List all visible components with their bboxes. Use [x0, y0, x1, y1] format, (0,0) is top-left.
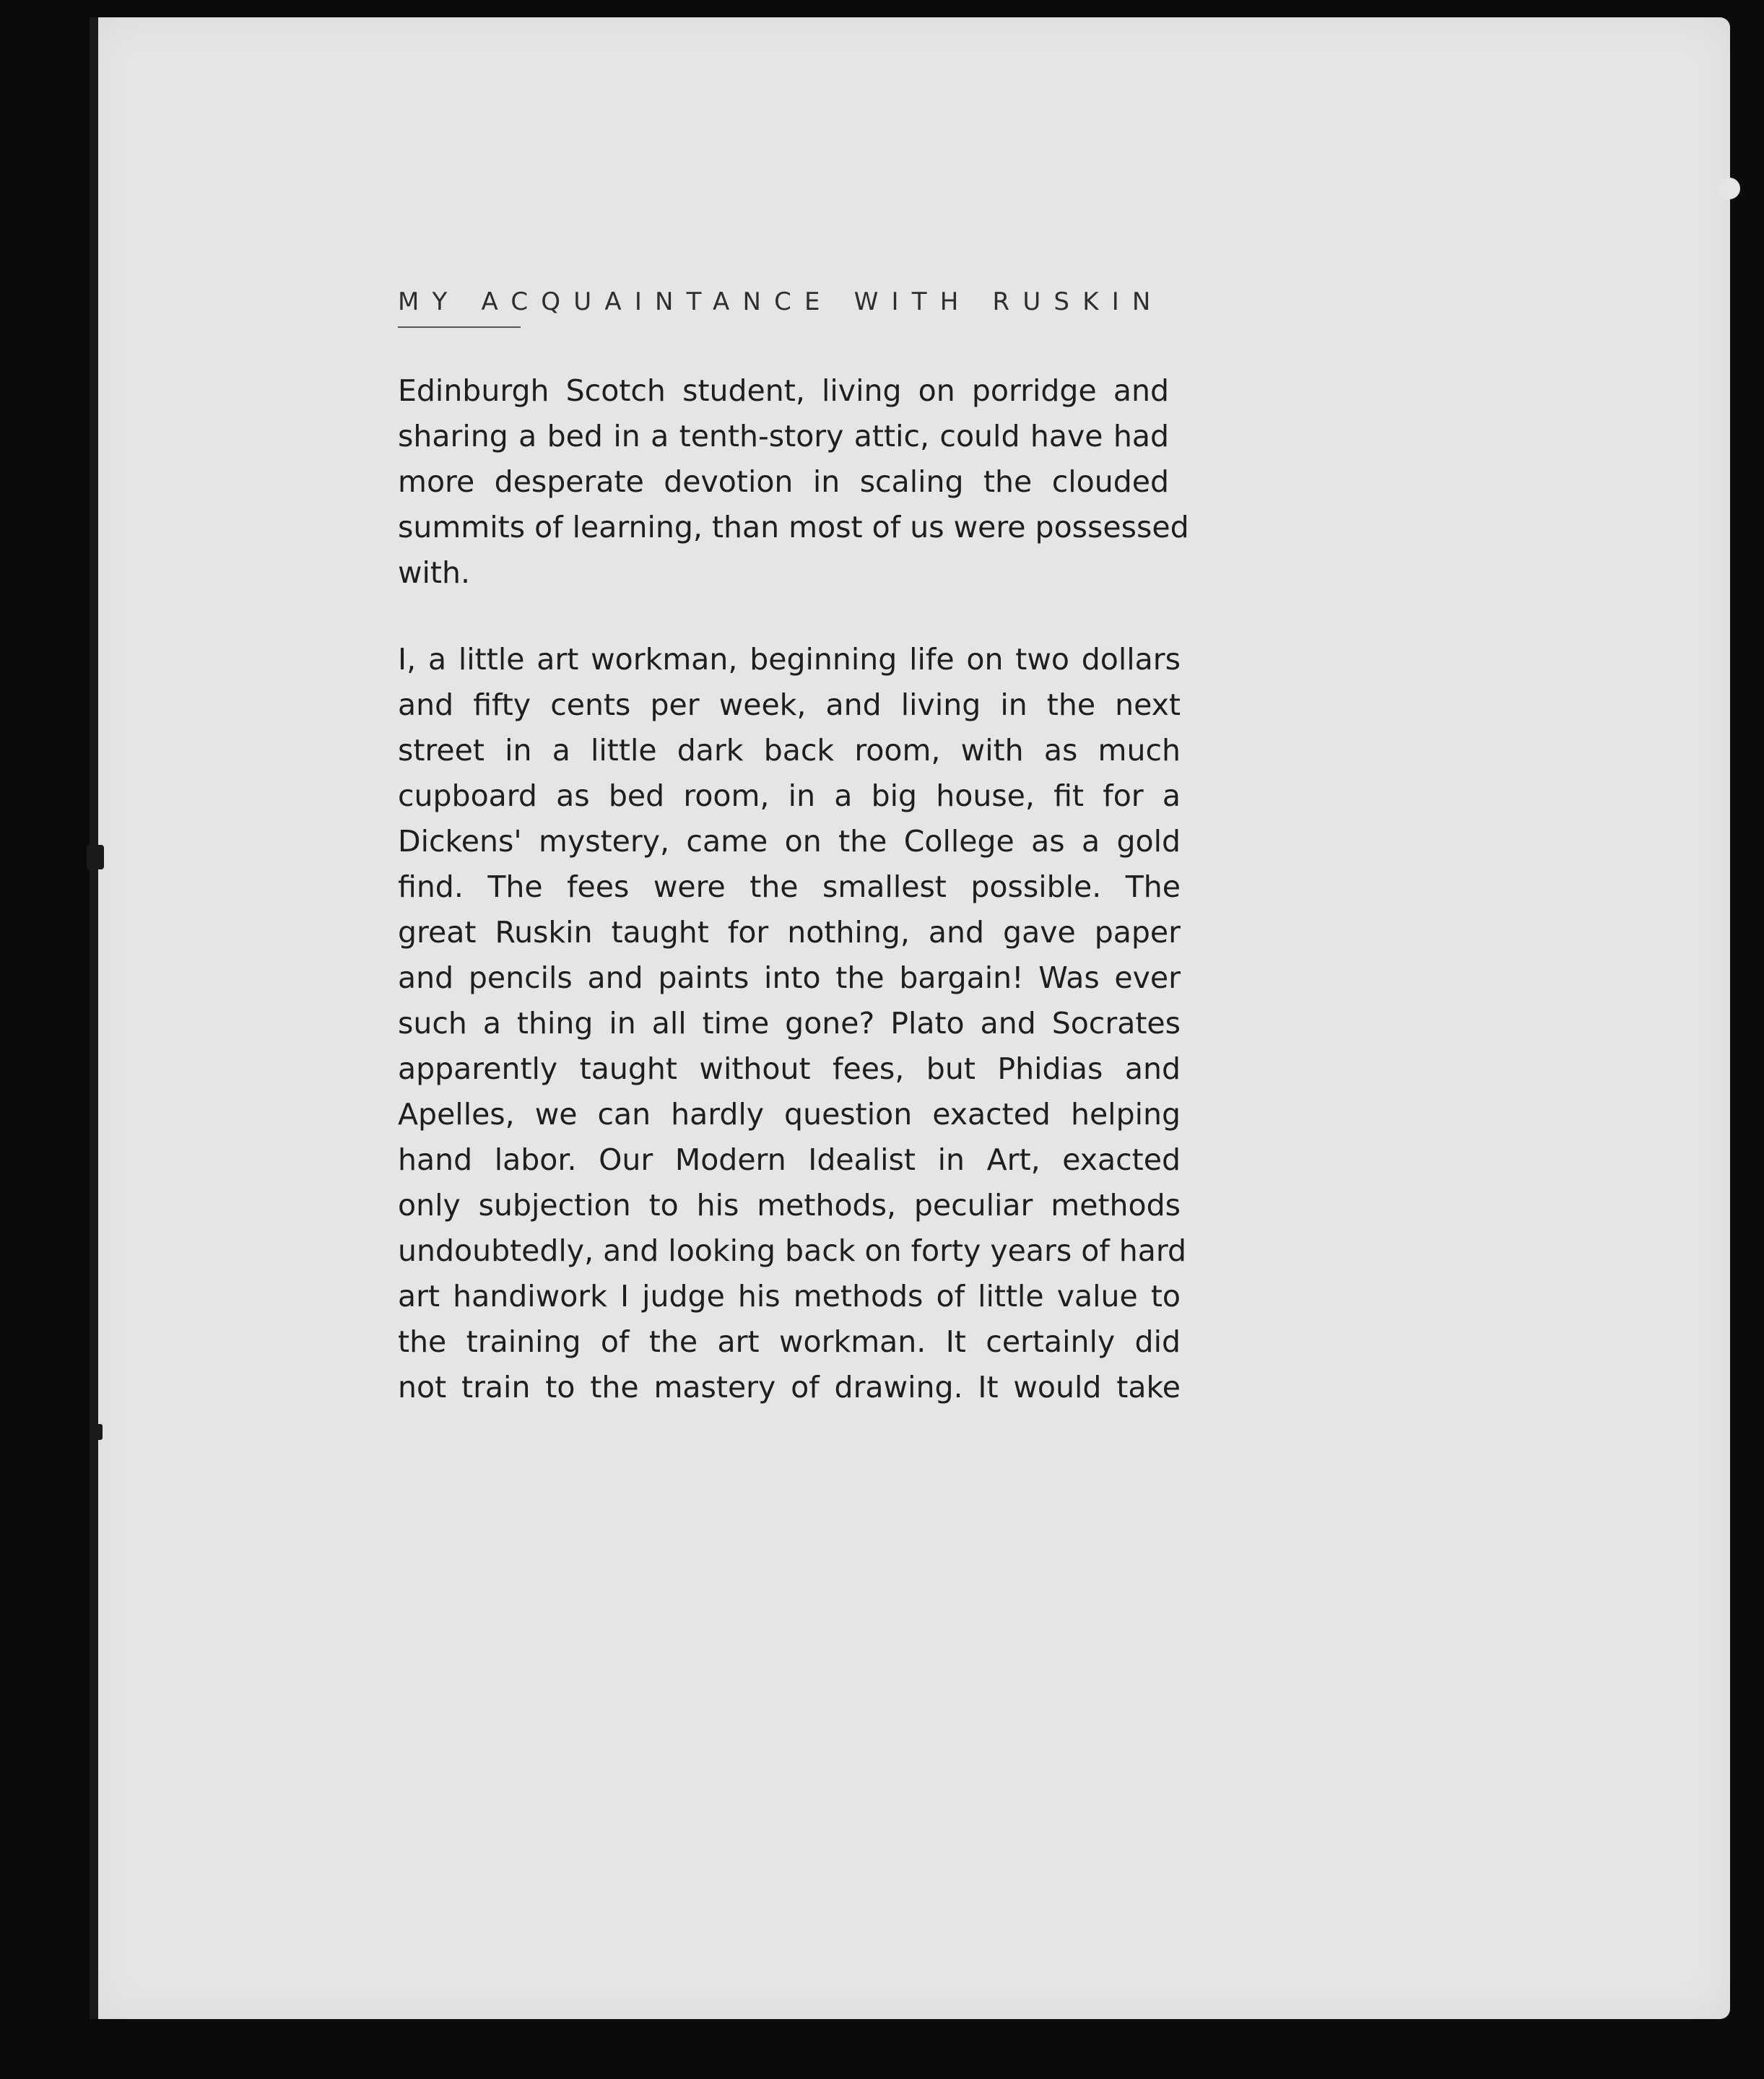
text-line: only subjection to his methods, peculiar methods	[398, 1188, 1181, 1223]
text-line: sharing a bed in a tenth-story attic, could have had	[398, 419, 1169, 453]
text-line: summits of learning, than most of us were possessed	[398, 510, 1189, 544]
text-line: I, a little art workman, beginning life on two dollars	[398, 642, 1181, 677]
paragraph-1	[398, 368, 1189, 596]
text-line: and pencils and paints into the bargain! Was ever	[398, 960, 1181, 995]
text-line: great Ruskin taught for nothing, and gave paper	[398, 915, 1181, 950]
binding-edge	[90, 17, 98, 2019]
running-head: MY ACQUAINTANCE WITH RUSKIN	[398, 287, 1164, 316]
text-line: Dickens' mystery, came on the College as a gold	[398, 824, 1181, 859]
text-line: art handiwork I judge his methods of little value to	[398, 1279, 1181, 1314]
binding-notch	[90, 1424, 103, 1440]
page-corner-speck	[1719, 178, 1740, 199]
text-line: street in a little dark back room, with as much	[398, 733, 1181, 768]
text-line: undoubtedly, and looking back on forty years of hard	[398, 1233, 1187, 1268]
text-line: with.	[398, 555, 471, 590]
text-line: not train to the mastery of drawing. It would take	[398, 1370, 1181, 1405]
running-head-rule	[398, 326, 521, 328]
binding-notch	[87, 845, 104, 869]
text-line: find. The fees were the smallest possible. The	[398, 869, 1181, 904]
text-line: and fifty cents per week, and living in the next	[398, 687, 1181, 722]
text-line: the training of the art workman. It certainly did	[398, 1324, 1181, 1359]
paragraph-2	[398, 637, 1187, 1410]
text-line: Edinburgh Scotch student, living on porridge and	[398, 373, 1169, 408]
text-line: more desperate devotion in scaling the clouded	[398, 464, 1169, 499]
text-line: Apelles, we can hardly question exacted helping	[398, 1097, 1181, 1132]
text-line: hand labor. Our Modern Idealist in Art, exacted	[398, 1142, 1181, 1177]
text-line: apparently taught without fees, but Phidias and	[398, 1051, 1181, 1086]
text-line: such a thing in all time gone? Plato and Socrates	[398, 1006, 1181, 1041]
text-line: cupboard as bed room, in a big house, fit for a	[398, 778, 1181, 813]
